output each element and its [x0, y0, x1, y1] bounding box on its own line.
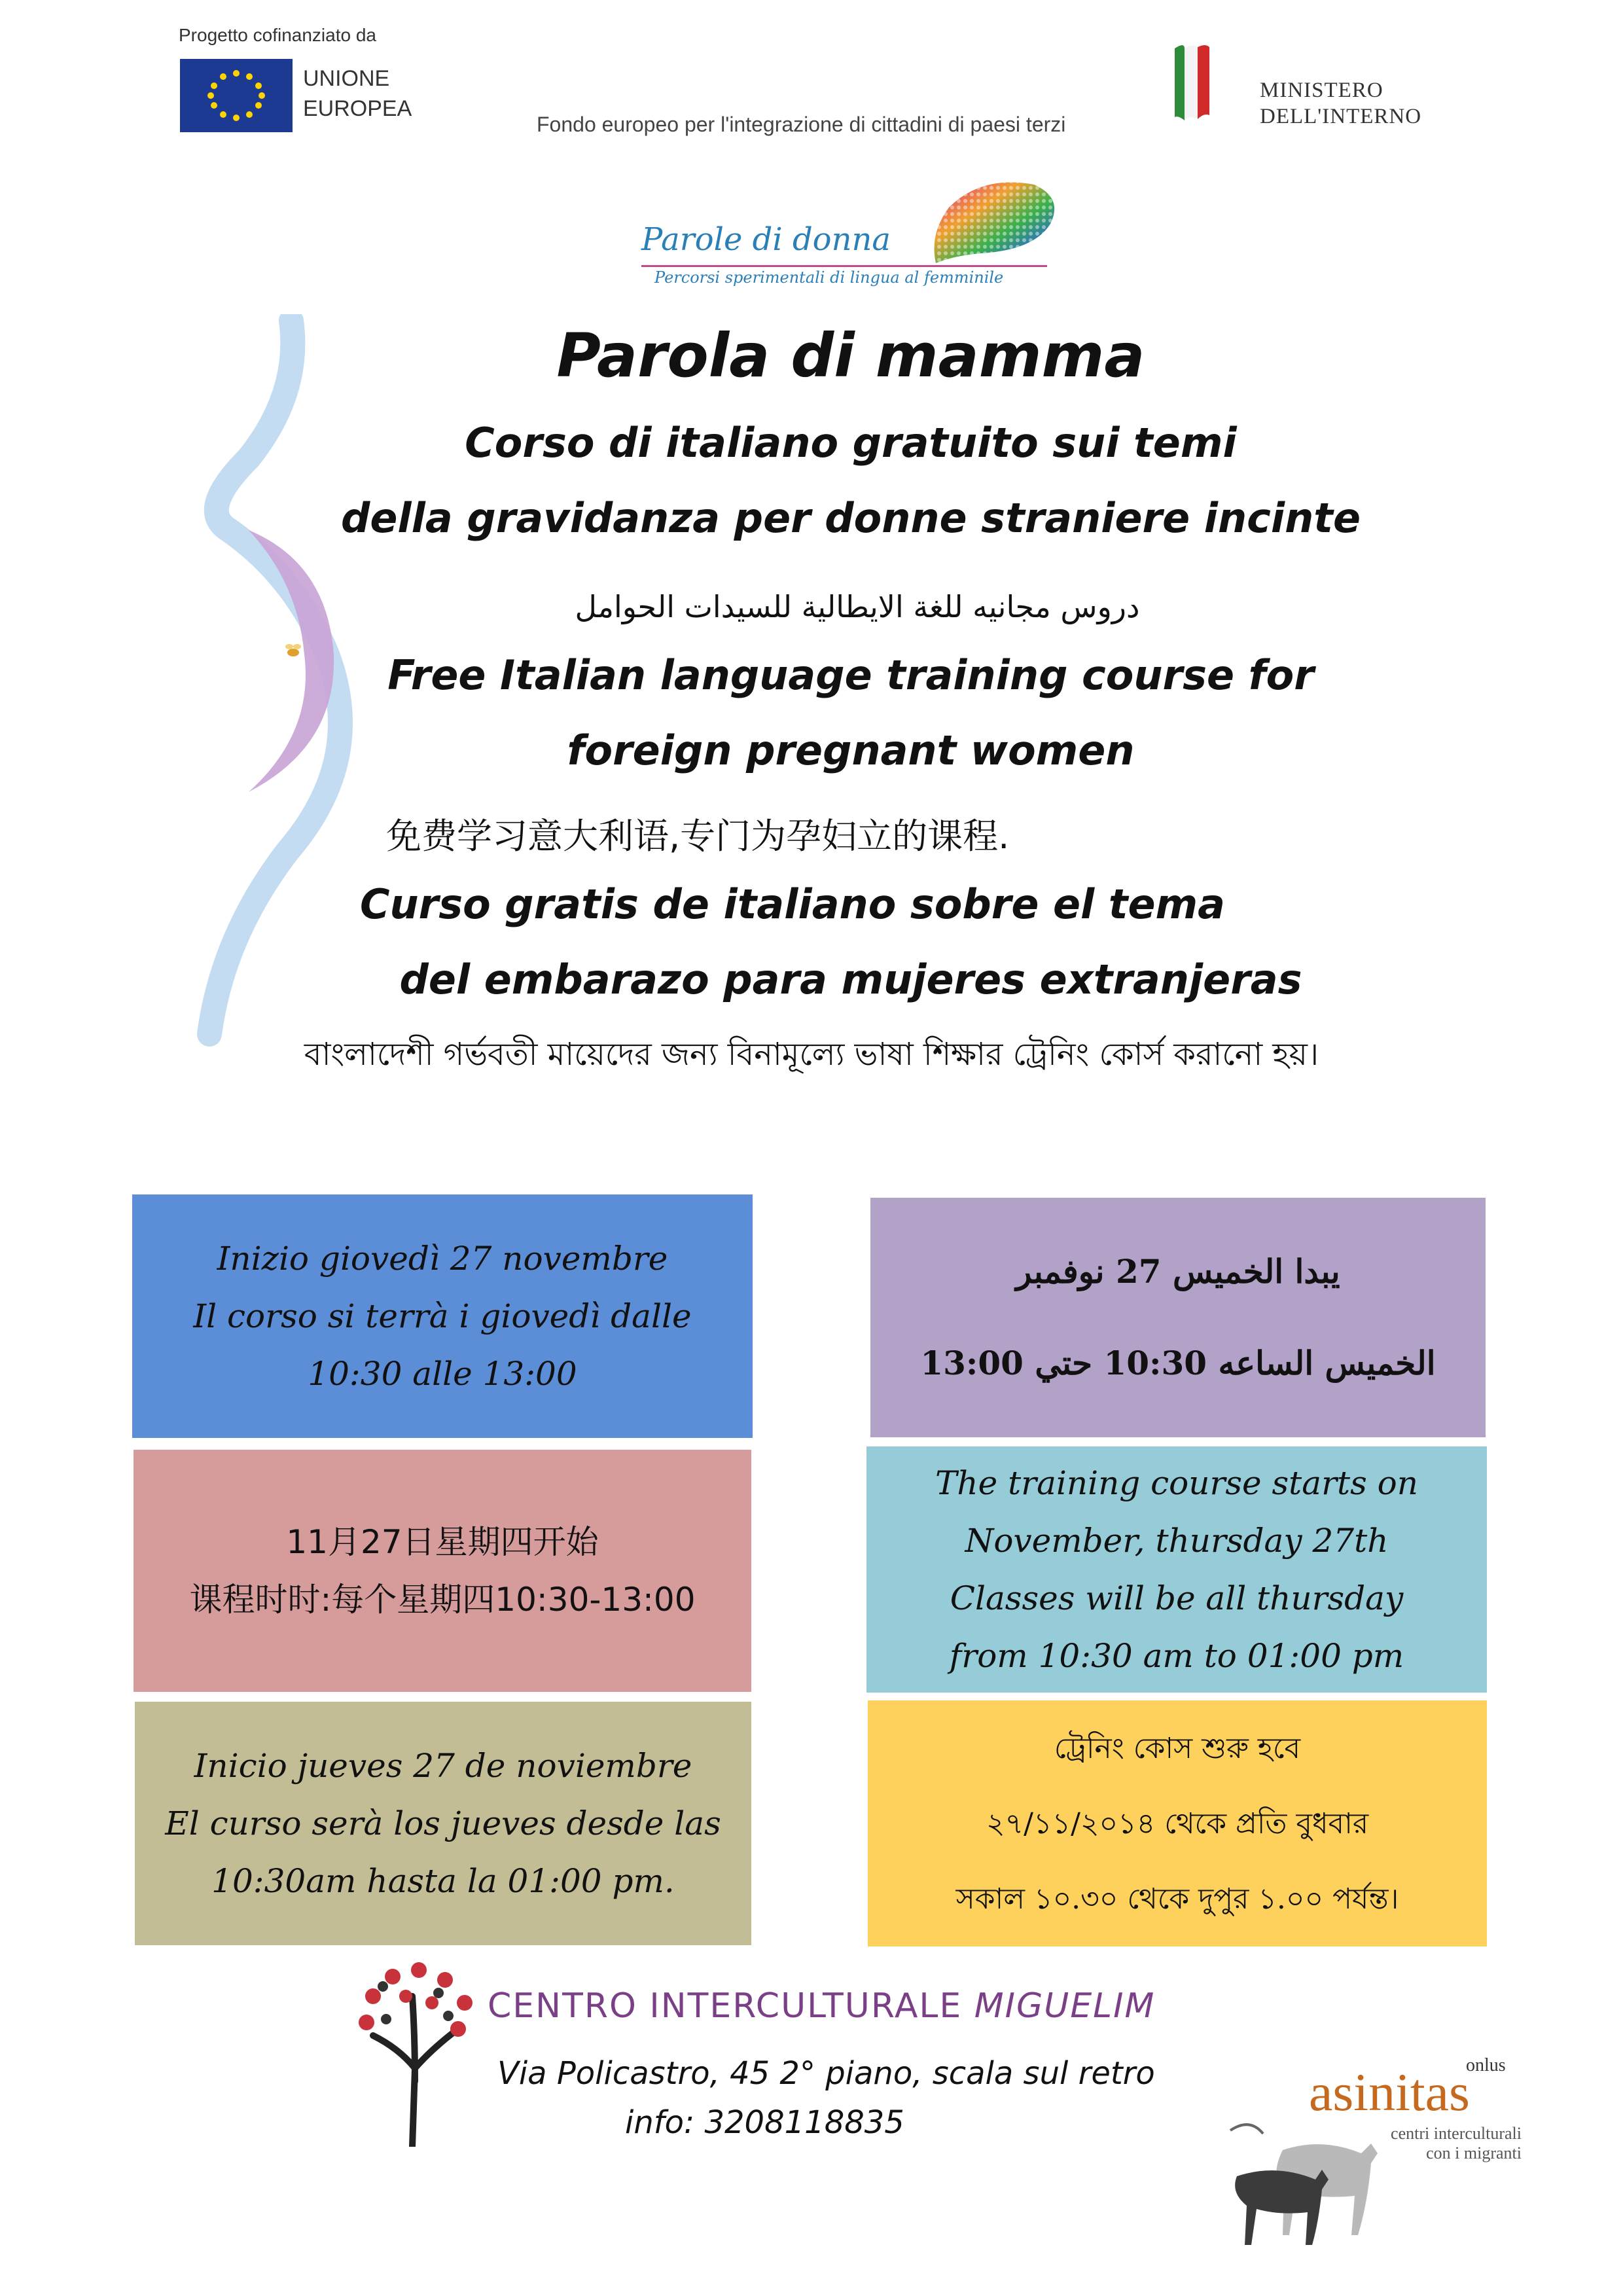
italy-flag-icon — [1171, 42, 1211, 120]
bengali-schedule-box: ট্রেনিং কোস শুরু হবে ২৭/১১/২০১৪ থেকে প্রতি বুধবার সকাল ১০.৩০ থেকে দুপুর ১.০০ পর্যন্ত। — [868, 1700, 1487, 1946]
intro-arabic: دروس مجانيه للغة الايطالية للسيدات الحوامل — [575, 589, 1140, 624]
fund-caption: Fondo europeo per l'integrazione di cittadini di paesi terzi — [537, 113, 1066, 136]
intro-spanish-line-2: del embarazo para mujeres extranjeras — [399, 956, 1302, 1003]
eu-caption: Progetto cofinanziato da — [179, 25, 376, 45]
eu-flag-icon — [180, 59, 293, 132]
arabic-schedule-box: يبدا الخميس 27 نوفمبر الخميس الساعه 10:30 حتي 13:00 — [870, 1198, 1486, 1437]
project-logo-underline — [641, 265, 1047, 267]
spanish-schedule-box: Inicio jueves 27 de noviembre El curso serà los jueves desde las 10:30am hasta la 01:00 pm. — [135, 1702, 751, 1945]
ministry-name: MINISTERO DELL'INTERNO — [1260, 79, 1422, 128]
eu-name: UNIONE EUROPEA — [303, 66, 412, 121]
english-schedule-box: The training course starts on November, thursday 27th Classes will be all thursday from 10:30 am to 01:00 pm — [866, 1446, 1487, 1693]
partner-logo-subtitle: centri interculturali con i migranti — [1391, 2124, 1522, 2162]
intro-italian-line-1: Corso di italiano gratuito sui temi — [465, 419, 1237, 467]
intro-bengali: বাংলাদেশী গর্ভবতী মায়েদের জন্য বিনামূল্যে ভাষা শিক্ষার ট্রেনিং কোর্স করানো হয়। — [304, 1036, 1319, 1073]
intro-english-line-1: Free Italian language training course for — [387, 651, 1314, 699]
center-address: Via Policastro, 45 2° piano, scala sul retro — [497, 2055, 1155, 2092]
intro-chinese: 免费学习意大利语,专门为孕妇立的课程. — [386, 816, 1010, 857]
intro-italian-line-2: della gravidanza per donne straniere incinte — [341, 494, 1361, 542]
speech-bubble-icon — [910, 171, 1060, 270]
intro-spanish-line-1: Curso gratis de italiano sobre el tema — [360, 880, 1225, 928]
tree-logo-icon — [347, 1957, 484, 2147]
chinese-schedule-box: 11月27日星期四开始 课程时时:每个星期四10:30-13:00 — [134, 1450, 751, 1692]
center-info-phone: info: 3208118835 — [625, 2104, 904, 2141]
partner-onlus: onlus — [1466, 2055, 1506, 2075]
intro-english-line-2: foreign pregnant women — [567, 726, 1135, 774]
italian-schedule-box: Inizio giovedì 27 novembre Il corso si terrà i giovedì dalle 10:30 alle 13:00 — [132, 1194, 753, 1438]
center-name: CENTRO INTERCULTURALE MIGUELIM — [488, 1986, 1156, 2026]
partner-logo-name: asinitas — [1309, 2062, 1470, 2122]
project-logo-subtitle: Percorsi sperimentali di lingua al femminile — [654, 268, 1004, 287]
project-logo-title: Parole di donna — [641, 221, 891, 258]
page-title: Parola di mamma — [556, 321, 1145, 391]
